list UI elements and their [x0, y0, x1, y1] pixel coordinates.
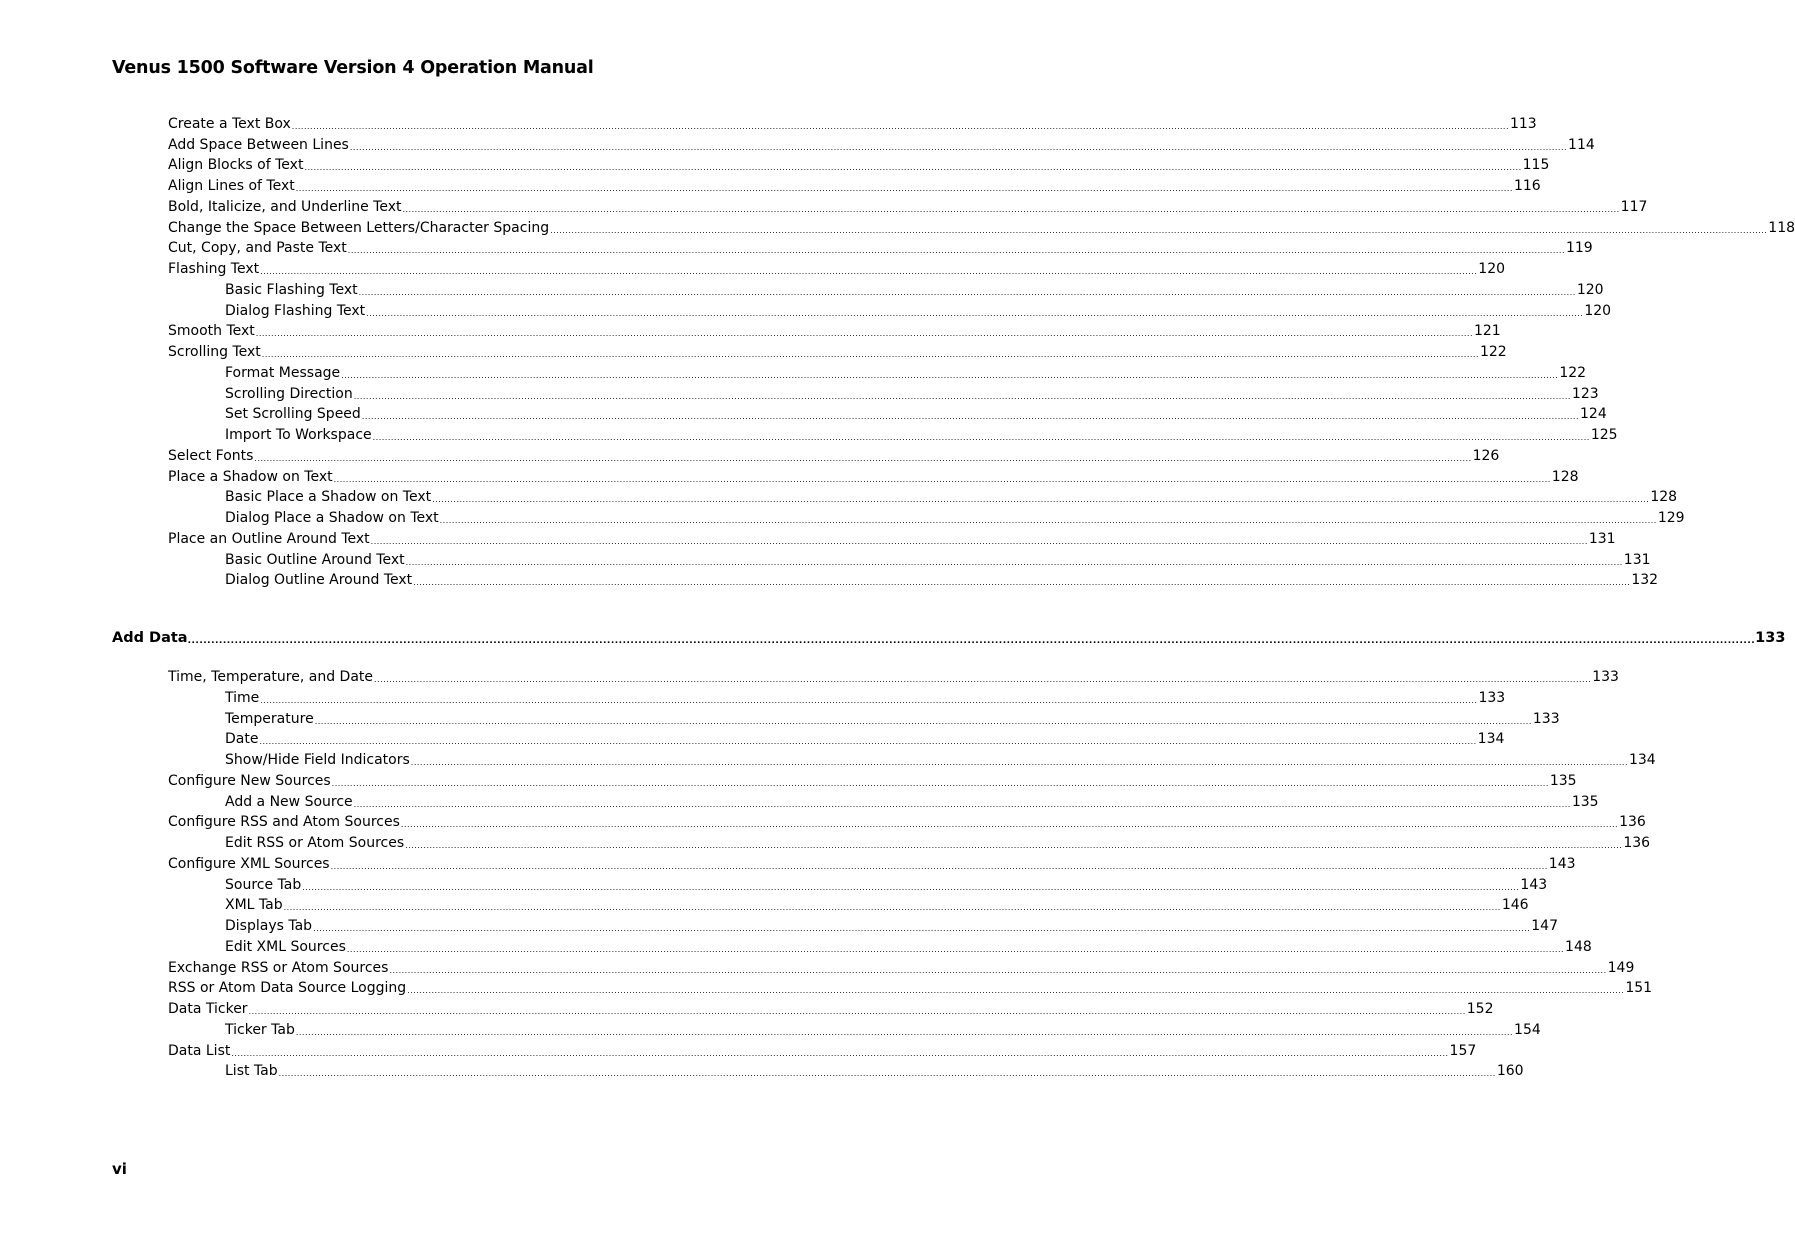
toc-entry-page: 149	[1607, 959, 1635, 976]
toc-entry-page: 134	[1477, 731, 1505, 748]
toc-entries-group-a	[0, 112, 1795, 589]
toc-entry[interactable]	[0, 1039, 1477, 1060]
dot-leader: ................................................................................................................................................................................................................................................................................................................................................................................................................	[405, 557, 1623, 567]
toc-entry-page: 143	[1520, 876, 1548, 893]
toc-entry-title: XML Tab	[225, 897, 283, 914]
dot-leader: ................................................................................................................................................................................................................................................................................................................................................................................................................	[283, 903, 1501, 913]
toc-entry-page: 133	[1532, 710, 1560, 727]
toc-entry-page: 123	[1571, 385, 1599, 402]
dot-leader: ................................................................................................................................................................................................................................................................................................................................................................................................................	[248, 1007, 1466, 1016]
toc-entry-title: Add Space Between Lines	[168, 136, 349, 153]
toc-entry-title: Configure New Sources	[168, 772, 331, 789]
dot-leader: ................................................................................................................................................................................................................................................................................................................................................................................................................	[259, 737, 1477, 747]
toc-entry-page: 120	[1584, 302, 1612, 319]
toc-entry-title: Select Fonts	[168, 447, 254, 464]
toc-entry-page: 160	[1496, 1063, 1524, 1080]
toc-entry[interactable]	[0, 914, 1558, 935]
toc-entry[interactable]	[0, 548, 1651, 569]
toc-entry-page: 157	[1449, 1042, 1477, 1059]
dot-leader: ................................................................................................................................................................................................................................................................................................................................................................................................................	[304, 163, 1522, 173]
dot-leader: ................................................................................................................................................................................................................................................................................................................................................................................................................	[353, 391, 1571, 401]
toc-entry-page: 131	[1588, 530, 1616, 547]
toc-entry[interactable]	[0, 278, 1604, 299]
toc-entry-title: Smooth Text	[168, 323, 255, 340]
dot-leader: ................................................................................................................................................................................................................................................................................................................................................................................................................	[302, 882, 1520, 892]
toc-entry-title: Time, Temperature, and Date	[168, 669, 373, 685]
toc-entry-page: 132	[1631, 572, 1659, 589]
section-page-number: 133	[1755, 630, 1786, 647]
toc-entry[interactable]	[0, 237, 1593, 258]
toc-entry-title: Place a Shadow on Text	[168, 468, 333, 485]
toc-entry[interactable]	[0, 873, 1548, 894]
dot-leader: ................................................................................................................................................................................................................................................................................................................................................................................................................	[333, 474, 1551, 484]
toc-entry-title: Edit XML Sources	[225, 938, 346, 955]
toc-entries-group-b	[0, 665, 1656, 1080]
toc-entry[interactable]	[0, 831, 1651, 852]
toc-entry-page: 134	[1628, 752, 1656, 768]
dot-leader: ................................................................................................................................................................................................................................................................................................................................................................................................................	[410, 758, 1628, 767]
toc-entry-title: Basic Place a Shadow on Text	[225, 489, 432, 506]
toc-entry[interactable]	[0, 852, 1576, 873]
toc-entry-title: Scrolling Direction	[225, 385, 353, 402]
toc-entry-page: 136	[1623, 835, 1651, 851]
dot-leader: ................................................................................................................................................................................................................................................................................................................................................................................................................	[346, 944, 1565, 954]
dot-leader: ................................................................................................................................................................................................................................................................................................................................................................................................................	[550, 225, 1768, 235]
toc-entry-page: 119	[1565, 240, 1593, 257]
dot-leader: ................................................................................................................................................................................................................................................................................................................................................................................................................	[330, 861, 1548, 871]
toc-entry-page: 124	[1580, 406, 1607, 423]
toc-entry-page: 117	[1620, 198, 1648, 215]
toc-entry[interactable]	[0, 894, 1529, 915]
dot-leader: ................................................................................................................................................................................................................................................................................................................................................................................................................	[372, 433, 1590, 442]
dot-leader: ................................................................................................................................................................................................................................................................................................................................................................................................................	[349, 142, 1568, 152]
dot-leader: ................................................................................................................................................................................................................................................................................................................................................................................................................	[341, 370, 1559, 380]
toc-entry[interactable]	[0, 216, 1795, 237]
toc-entry[interactable]	[0, 174, 1541, 195]
toc-entry[interactable]	[0, 811, 1646, 832]
toc-entry[interactable]	[0, 486, 1678, 507]
toc-entry-page: 152	[1466, 1001, 1494, 1017]
toc-entry-page: 115	[1522, 157, 1550, 174]
dot-leader: ................................................................................................................................................................................................................................................................................................................................................................................................................	[295, 1027, 1514, 1037]
dot-leader: ................................................................................................................................................................................................................................................................................................................................................................................................................	[254, 453, 1472, 463]
toc-entry[interactable]	[0, 506, 1685, 527]
toc-entry-title: Format Message	[225, 364, 341, 381]
toc-entry-title: Data List	[168, 1042, 231, 1059]
toc-entry-title: Data Ticker	[168, 1001, 248, 1017]
toc-entry-title: Ticker Tab	[225, 1021, 295, 1038]
dot-leader: ................................................................................................................................................................................................................................................................................................................................................................................................................	[361, 412, 1579, 422]
toc-entry-title: Place an Outline Around Text	[168, 530, 370, 547]
toc-entry-page: 151	[1625, 980, 1653, 997]
toc-entry-title: Change the Space Between Letters/Character Spacing	[168, 219, 550, 236]
dot-leader: ................................................................................................................................................................................................................................................................................................................................................................................................................	[261, 350, 1479, 359]
toc-entry-title: Flashing Text	[168, 261, 260, 277]
dot-leader: ................................................................................................................................................................................................................................................................................................................................................................................................................	[366, 308, 1584, 318]
toc-entry[interactable]	[0, 320, 1501, 341]
toc-entry[interactable]	[0, 133, 1595, 154]
dot-leader: ................................................................................................................................................................................................................................................................................................................................................................................................................	[374, 675, 1592, 684]
dot-leader: ................................................................................................................................................................................................................................................................................................................................................................................................................	[402, 204, 1620, 214]
dot-leader: ................................................................................................................................................................................................................................................................................................................................................................................................................	[439, 516, 1657, 525]
toc-entry-title: List Tab	[225, 1063, 278, 1080]
section-title: Add Data	[112, 630, 188, 647]
toc-entry-title: Set Scrolling Speed	[225, 406, 361, 423]
toc-entry-title: Align Blocks of Text	[168, 157, 304, 174]
toc-entry[interactable]	[0, 790, 1599, 811]
toc-entry-title: Exchange RSS or Atom Sources	[168, 959, 389, 976]
toc-entry-page: 121	[1473, 323, 1501, 340]
toc-entry-page: 122	[1479, 344, 1507, 360]
toc-entry-title: Configure XML Sources	[168, 855, 330, 872]
dot-leader: ................................................................................................................................................................................................................................................................................................................................................................................................................	[260, 267, 1478, 276]
toc-entry[interactable]	[0, 112, 1537, 133]
toc-entry-page: 126	[1472, 447, 1500, 464]
toc-entry-page: 120	[1478, 261, 1506, 277]
toc-entry-page: 136	[1619, 814, 1646, 831]
toc-entry-title: Scrolling Text	[168, 344, 261, 360]
toc-entry[interactable]	[0, 1018, 1541, 1039]
toc-entry-page: 116	[1513, 178, 1541, 194]
toc-entry[interactable]	[0, 154, 1550, 175]
toc-entry[interactable]	[0, 707, 1560, 728]
toc-entry-title: Displays Tab	[225, 918, 313, 934]
dot-leader: ................................................................................................................................................................................................................................................................................................................................................................................................................	[353, 799, 1571, 809]
dot-leader: ................................................................................................................................................................................................................................................................................................................................................................................................................	[432, 495, 1650, 505]
toc-entry[interactable]	[0, 444, 1500, 465]
toc-entry-title: Temperature	[225, 710, 314, 727]
toc-entry-page: 131	[1623, 551, 1651, 568]
toc-entry-page: 143	[1548, 855, 1576, 872]
toc-entry-page: 128	[1650, 489, 1678, 506]
toc-entry-title: Date	[225, 731, 259, 748]
page-header-title: Venus 1500 Software Version 4 Operation Manual	[112, 58, 594, 78]
toc-entry-page: 135	[1549, 772, 1577, 789]
toc-entry-title: Configure RSS and Atom Sources	[168, 814, 400, 831]
toc-entry-page: 135	[1571, 793, 1599, 810]
toc-entry-page: 120	[1576, 281, 1604, 298]
toc-entry-page: 113	[1509, 115, 1537, 132]
toc-entry[interactable]	[0, 935, 1592, 956]
toc-entry-title: Add a New Source	[225, 793, 353, 810]
dot-leader: ................................................................................................................................................................................................................................................................................................................................................................................................................	[358, 287, 1576, 297]
toc-entry-title: Dialog Outline Around Text	[225, 572, 413, 589]
dot-leader: ................................................................................................................................................................................................................................................................................................................................................................................................................	[389, 965, 1607, 975]
dot-leader: ................................................................................................................................................................................................................................................................................................................................................................................................................	[347, 246, 1565, 256]
toc-entry[interactable]	[0, 423, 1618, 444]
dot-leader: ................................................................................................................................................................................................................................................................................................................................................................................................................	[400, 820, 1619, 830]
page-number-footer: vi	[112, 1160, 127, 1178]
toc-entry-page: 128	[1551, 468, 1579, 485]
toc-entry[interactable]	[0, 340, 1507, 361]
toc-entry-title: Bold, Italicize, and Underline Text	[168, 198, 402, 215]
toc-entry-page: 129	[1657, 510, 1685, 526]
toc-entry-title: Basic Flashing Text	[225, 281, 358, 298]
dot-leader: ................................................................................................................................................................................................................................................................................................................................................................................................................	[278, 1069, 1496, 1079]
toc-entry[interactable]	[0, 769, 1577, 790]
toc-entry[interactable]	[0, 195, 1648, 216]
toc-entry[interactable]	[0, 748, 1656, 769]
toc-entry-page: 154	[1514, 1021, 1541, 1038]
toc-entry-page: 133	[1478, 689, 1506, 706]
toc-entry-page: 125	[1590, 427, 1618, 443]
toc-entry[interactable]	[0, 977, 1653, 998]
toc-entry[interactable]	[0, 382, 1599, 403]
toc-entry[interactable]	[0, 465, 1579, 486]
section-spacer-top	[0, 589, 954, 627]
toc-entry[interactable]	[0, 403, 1607, 424]
toc-entry-title: Basic Outline Around Text	[225, 551, 405, 568]
dot-leader: ................................................................................................................................................................................................................................................................................................................................................................................................................	[405, 841, 1623, 850]
toc-entry-title: Import To Workspace	[225, 427, 372, 443]
dot-leader: ................................................................................................................................................................................................................................................................................................................................................................................................................	[295, 184, 1513, 193]
toc-entry-title: Cut, Copy, and Paste Text	[168, 240, 347, 257]
dot-leader: ................................................................................................................................................................................................................................................................................................................................................................................................................	[413, 578, 1631, 588]
toc-entry-title: Show/Hide Field Indicators	[225, 752, 410, 768]
toc-entry-title: Align Lines of Text	[168, 178, 295, 194]
toc-entry-title: Time	[225, 689, 260, 706]
toc-entry[interactable]	[0, 569, 1659, 590]
toc-entry-title: Dialog Place a Shadow on Text	[225, 510, 439, 526]
toc-entry[interactable]	[0, 665, 1619, 686]
toc-entry[interactable]	[0, 728, 1505, 749]
toc-entry-title: RSS or Atom Data Source Logging	[168, 980, 407, 997]
dot-leader: ................................................................................................................................................................................................................................................................................................................................................................................................................	[255, 329, 1473, 339]
dot-leader: ................................................................................................................................................................................................................................................................................................................................................................................................................	[370, 536, 1588, 546]
dot-leader: ................................................................................................................................................................................................................................................................................................................................................................................................................	[291, 121, 1509, 131]
dot-leader: ................................................................................................................................................................................................................................................................................................................................................................................................................	[314, 716, 1532, 726]
toc-entry[interactable]	[0, 997, 1494, 1018]
dot-leader: ................................................................................................................................................................................................................................................................................................................................................................................................................	[260, 695, 1478, 705]
toc-entry-title: Source Tab	[225, 876, 302, 893]
toc-entry[interactable]	[0, 1060, 1524, 1081]
toc-entry[interactable]	[0, 527, 1616, 548]
toc-entry[interactable]	[0, 299, 1612, 320]
dot-leader: ................................................................................................................................................................................................................................................................................................................................................................................................................	[331, 778, 1549, 788]
toc-entry[interactable]	[0, 361, 1587, 382]
section-spacer-bottom	[0, 647, 954, 665]
toc-entry-title: Create a Text Box	[168, 115, 291, 132]
toc-entry-page: 122	[1559, 364, 1587, 381]
toc-section-heading[interactable]	[0, 627, 1786, 647]
toc-entry-title: Dialog Flashing Text	[225, 302, 366, 319]
dot-leader: ................................................................................................................................................................................................................................................................................................................................................................................................................	[407, 986, 1625, 996]
toc-entry-title: Edit RSS or Atom Sources	[225, 835, 405, 851]
toc-entry-page: 133	[1592, 669, 1619, 685]
toc-entry[interactable]	[0, 956, 1635, 977]
dot-leader: ................................................................................................................................................................................................................................................................................................................................................................................................................	[231, 1048, 1449, 1058]
toc-entry[interactable]	[0, 686, 1506, 707]
dot-leader: ................................................................................................................................................................................................................................................................................................................................................................................................................	[313, 924, 1531, 933]
toc-entry-page: 118	[1768, 219, 1795, 236]
table-of-contents	[0, 112, 1795, 1080]
toc-entry-page: 147	[1531, 918, 1558, 934]
toc-entry-page: 146	[1501, 897, 1529, 914]
toc-entry-page: 114	[1568, 136, 1595, 153]
dot-leader: ................................................................................................................................................................................................................................................................................................................................................................................................................	[187, 636, 1756, 647]
toc-entry[interactable]	[0, 257, 1506, 278]
toc-entry-page: 148	[1565, 938, 1592, 955]
